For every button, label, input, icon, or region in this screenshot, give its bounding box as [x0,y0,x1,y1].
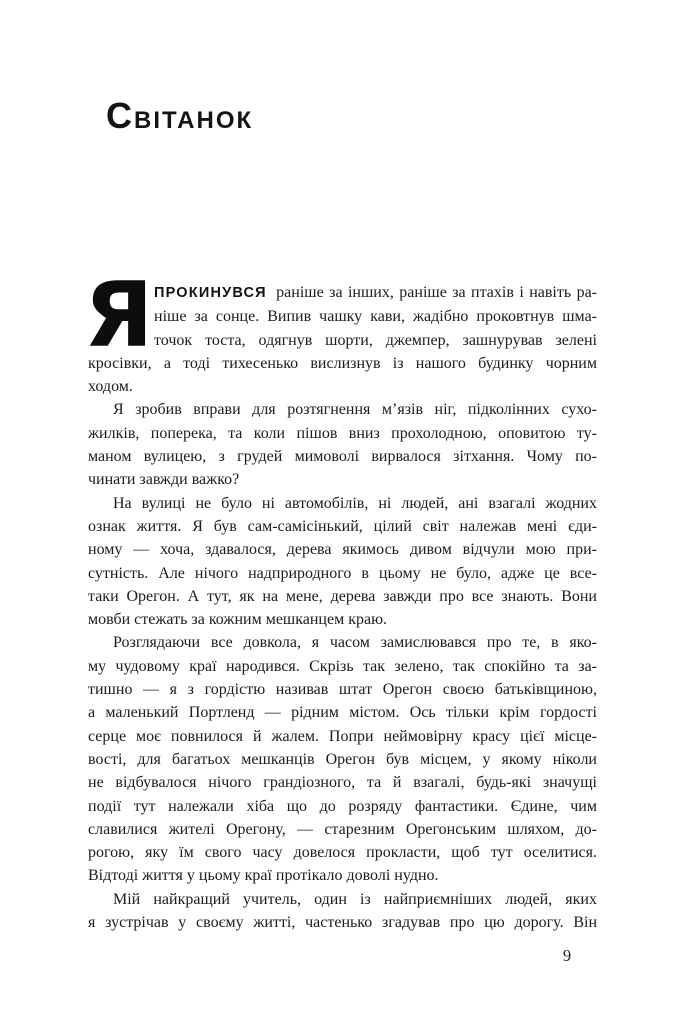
body-text [84,263,597,934]
paragraph [88,492,597,632]
text-line: не відбувалося нічого грандіозного, та й взагалі, будь-які значущі [88,774,597,792]
text-line: чинати завжди важко? [88,471,240,489]
text-line: жилків, поперека, та коли пішов вниз прохолодною, оповитою ту- [88,424,597,442]
text-line: му чудовому краї народився. Скрізь так зелено, так спокійно та за- [88,657,597,675]
page-number: 9 [562,946,572,965]
text-line: На вулиці не було ні автомобілів, ні людей, ані взагалі жодних [113,494,597,512]
text-line: Розглядаючи все довкола, я часом замислювався про те, в яко- [113,634,597,652]
chapter-title-initial: С [106,95,134,136]
paragraph [88,888,597,935]
text-line: таки Орегон. А тут, як на мене, дерева завжди про все знають. Вони [88,587,597,605]
text-line: кросівки, а тоді тихесенько вислизнув із нашого будинку чорним [88,354,597,372]
text-line: Я зробив вправи для розтягнення м’язів ніг, підколінних сухо- [113,401,597,419]
lead-word: ПРОКИНУВСЯ [154,285,267,301]
text-line: вості, для багатьох мешканців Орегон був місцем, у якому ніколи [88,750,597,768]
text-line: рогою, яку їм свого часу довелося прокласти, щоб тут оселитися. [88,844,597,862]
drop-cap: Я [84,263,154,368]
paragraph [88,398,597,491]
text-line: ходом. [88,378,133,396]
text-line: серце моє повнилося й жалем. Попри неймовірну красу цієї місце- [88,727,597,745]
text-line: тишно — я з гордістю називав штат Орегон своєю батьківщиною, [88,681,597,699]
chapter-title [106,96,253,141]
text-line: події тут належали хіба що до розряду фантастики. Єдине, чим [88,797,597,815]
paragraph [88,631,597,887]
text-line: ніше за сонце. Випив чашку кави, жадібно проковтнув шма- [154,308,597,326]
text-line: мовби стежать за кожним мешканцем краю. [88,611,388,629]
text-line: а маленький Портленд — рідним містом. Ось тільки крім гордості [88,704,597,722]
text-line: ПРОКИНУВСЯ раніше за інших, раніше за птахів і навіть ра- [154,284,597,301]
text-line: Відтоді життя у цьому краї протікало доволі нудно. [88,867,439,885]
text-line: сутність. Але нічого надприродного в цьому не було, адже це все- [88,564,597,582]
text-line: ному — хоча, здавалося, дерева якимось дивом відчули мою при- [88,541,597,559]
text-line: славилися жителі Орегону, — старезним Орегонським шляхом, до- [88,820,597,838]
paragraph [84,263,597,398]
text-line: я зустрічав у своєму житті, частенько згадував про цю дорогу. Він [88,914,597,932]
text-line: точок тоста, одягнув шорти, джемпер, зашнурував зелені [154,331,597,349]
text-line: маном вулицею, з грудей мимоволі вирвалося зітхання. Чому по- [88,448,597,466]
text-line: Мій найкращий учитель, один із найприємніших людей, яких [113,890,597,908]
chapter-title-rest: ВІТАНОК [134,107,254,134]
text-line: ознак життя. Я був сам-самісінький, цілий світ належав мені єди- [88,517,597,535]
